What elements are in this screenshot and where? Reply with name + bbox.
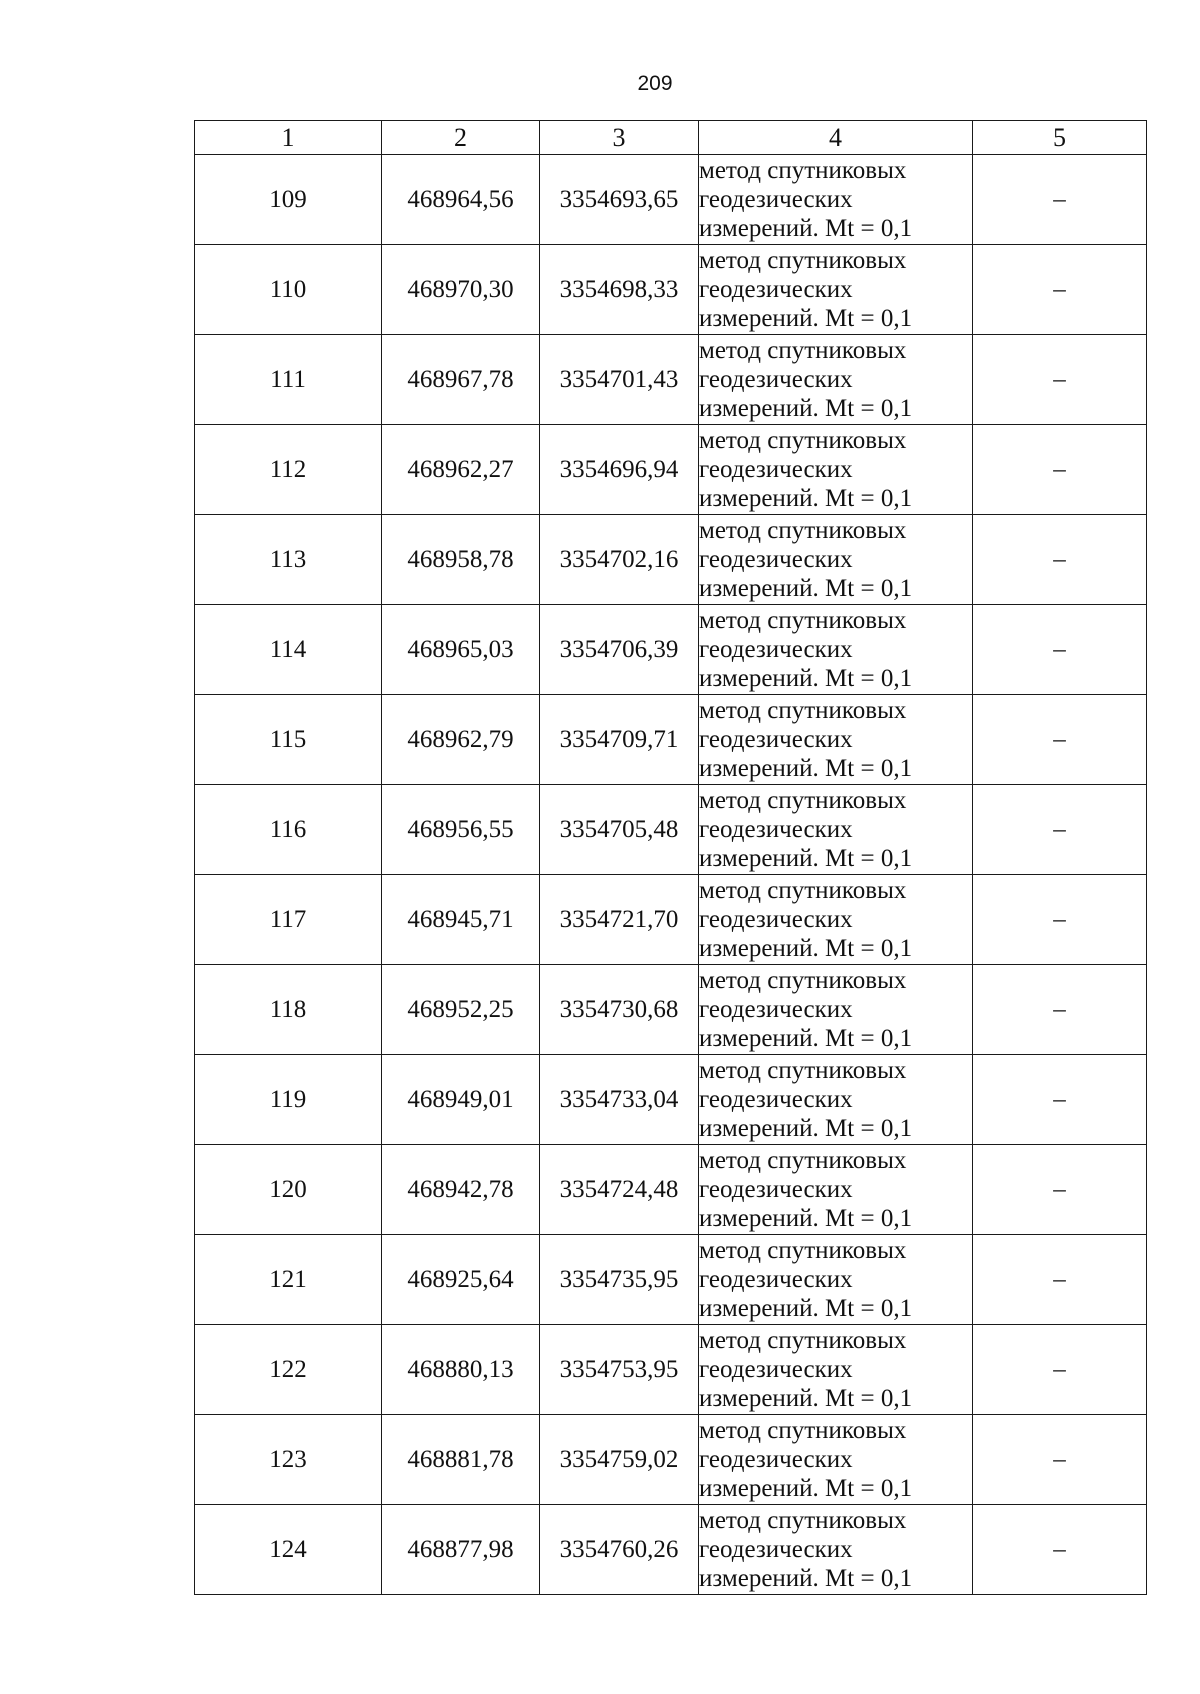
method-line: геодезических: [699, 186, 853, 213]
method-cell: [699, 875, 973, 965]
method-cell: [699, 1235, 973, 1325]
method-line: геодезических: [699, 456, 853, 483]
note-cell: –: [973, 515, 1147, 605]
method-cell: [699, 515, 973, 605]
note-cell: –: [973, 335, 1147, 425]
point-number-cell: 116: [195, 785, 382, 875]
method-line: геодезических: [699, 636, 853, 663]
table-body: [195, 155, 1147, 1595]
table-row: [195, 155, 1147, 245]
table-header-row: [195, 121, 1147, 155]
point-number-cell: 124: [195, 1505, 382, 1595]
coordinates-table: [194, 120, 1147, 1595]
method-line: метод спутниковых: [699, 877, 907, 904]
method-line: геодезических: [699, 726, 853, 753]
method-line: метод спутниковых: [699, 517, 907, 544]
x-coordinate-cell: 468877,98: [382, 1505, 540, 1595]
point-number-cell: 117: [195, 875, 382, 965]
table-row: [195, 245, 1147, 335]
header-col-3: 3: [540, 121, 699, 155]
table-row: [195, 335, 1147, 425]
note-cell: –: [973, 965, 1147, 1055]
method-line: измерений. Mt = 0,1: [699, 935, 913, 962]
method-cell: [699, 1415, 973, 1505]
method-line: метод спутниковых: [699, 697, 907, 724]
y-coordinate-cell: 3354701,43: [540, 335, 699, 425]
note-cell: –: [973, 785, 1147, 875]
method-line: измерений. Mt = 0,1: [699, 395, 913, 422]
header-col-4: 4: [699, 121, 973, 155]
y-coordinate-cell: 3354730,68: [540, 965, 699, 1055]
method-line: измерений. Mt = 0,1: [699, 1565, 913, 1592]
method-line: геодезических: [699, 1086, 853, 1113]
x-coordinate-cell: 468881,78: [382, 1415, 540, 1505]
point-number-cell: 119: [195, 1055, 382, 1145]
method-cell: [699, 695, 973, 785]
method-line: метод спутниковых: [699, 1507, 907, 1534]
method-line: измерений. Mt = 0,1: [699, 1295, 913, 1322]
method-line: измерений. Mt = 0,1: [699, 305, 913, 332]
header-col-2: 2: [382, 121, 540, 155]
x-coordinate-cell: 468964,56: [382, 155, 540, 245]
method-line: измерений. Mt = 0,1: [699, 1025, 913, 1052]
point-number-cell: 118: [195, 965, 382, 1055]
header-col-1: 1: [195, 121, 382, 155]
table-row: [195, 1505, 1147, 1595]
x-coordinate-cell: 468970,30: [382, 245, 540, 335]
method-line: измерений. Mt = 0,1: [699, 575, 913, 602]
point-number-cell: 120: [195, 1145, 382, 1235]
table-row: [195, 1145, 1147, 1235]
y-coordinate-cell: 3354721,70: [540, 875, 699, 965]
method-line: метод спутниковых: [699, 427, 907, 454]
point-number-cell: 122: [195, 1325, 382, 1415]
table-row: [195, 695, 1147, 785]
note-cell: –: [973, 1235, 1147, 1325]
x-coordinate-cell: 468925,64: [382, 1235, 540, 1325]
point-number-cell: 115: [195, 695, 382, 785]
method-line: метод спутниковых: [699, 787, 907, 814]
method-line: геодезических: [699, 996, 853, 1023]
table-row: [195, 1415, 1147, 1505]
note-cell: –: [973, 1325, 1147, 1415]
method-cell: [699, 155, 973, 245]
note-cell: –: [973, 875, 1147, 965]
method-line: измерений. Mt = 0,1: [699, 1115, 913, 1142]
table-row: [195, 515, 1147, 605]
table-row: [195, 785, 1147, 875]
x-coordinate-cell: 468945,71: [382, 875, 540, 965]
method-line: измерений. Mt = 0,1: [699, 1205, 913, 1232]
y-coordinate-cell: 3354759,02: [540, 1415, 699, 1505]
header-col-5: 5: [973, 121, 1147, 155]
method-line: метод спутниковых: [699, 967, 907, 994]
method-line: метод спутниковых: [699, 337, 907, 364]
method-cell: [699, 425, 973, 515]
y-coordinate-cell: 3354753,95: [540, 1325, 699, 1415]
method-line: геодезических: [699, 546, 853, 573]
note-cell: –: [973, 605, 1147, 695]
method-line: геодезических: [699, 906, 853, 933]
method-cell: [699, 1145, 973, 1235]
point-number-cell: 111: [195, 335, 382, 425]
method-cell: [699, 605, 973, 695]
method-line: геодезических: [699, 816, 853, 843]
note-cell: –: [973, 1055, 1147, 1145]
method-line: геодезических: [699, 366, 853, 393]
method-line: метод спутниковых: [699, 1237, 907, 1264]
point-number-cell: 123: [195, 1415, 382, 1505]
method-line: измерений. Mt = 0,1: [699, 845, 913, 872]
note-cell: –: [973, 425, 1147, 515]
y-coordinate-cell: 3354709,71: [540, 695, 699, 785]
x-coordinate-cell: 468880,13: [382, 1325, 540, 1415]
method-line: метод спутниковых: [699, 1147, 907, 1174]
table-row: [195, 1325, 1147, 1415]
method-cell: [699, 245, 973, 335]
x-coordinate-cell: 468962,79: [382, 695, 540, 785]
method-cell: [699, 965, 973, 1055]
method-cell: [699, 335, 973, 425]
method-line: метод спутниковых: [699, 1057, 907, 1084]
y-coordinate-cell: 3354733,04: [540, 1055, 699, 1145]
method-line: геодезических: [699, 1266, 853, 1293]
note-cell: –: [973, 245, 1147, 335]
y-coordinate-cell: 3354702,16: [540, 515, 699, 605]
method-line: измерений. Mt = 0,1: [699, 485, 913, 512]
page-number: 209: [637, 72, 673, 95]
x-coordinate-cell: 468952,25: [382, 965, 540, 1055]
table-row: [195, 1055, 1147, 1145]
method-line: геодезических: [699, 1176, 853, 1203]
method-line: геодезических: [699, 1536, 853, 1563]
method-line: метод спутниковых: [699, 1327, 907, 1354]
table-row: [195, 605, 1147, 695]
point-number-cell: 109: [195, 155, 382, 245]
method-line: метод спутниковых: [699, 607, 907, 634]
note-cell: –: [973, 695, 1147, 785]
x-coordinate-cell: 468942,78: [382, 1145, 540, 1235]
x-coordinate-cell: 468949,01: [382, 1055, 540, 1145]
y-coordinate-cell: 3354696,94: [540, 425, 699, 515]
note-cell: –: [973, 1415, 1147, 1505]
y-coordinate-cell: 3354693,65: [540, 155, 699, 245]
method-line: метод спутниковых: [699, 157, 907, 184]
note-cell: –: [973, 155, 1147, 245]
x-coordinate-cell: 468962,27: [382, 425, 540, 515]
y-coordinate-cell: 3354706,39: [540, 605, 699, 695]
point-number-cell: 113: [195, 515, 382, 605]
method-line: измерений. Mt = 0,1: [699, 1475, 913, 1502]
method-cell: [699, 1055, 973, 1145]
table-row: [195, 1235, 1147, 1325]
y-coordinate-cell: 3354724,48: [540, 1145, 699, 1235]
x-coordinate-cell: 468958,78: [382, 515, 540, 605]
x-coordinate-cell: 468965,03: [382, 605, 540, 695]
method-line: геодезических: [699, 1356, 853, 1383]
method-line: метод спутниковых: [699, 247, 907, 274]
method-cell: [699, 785, 973, 875]
table-row: [195, 425, 1147, 515]
y-coordinate-cell: 3354705,48: [540, 785, 699, 875]
y-coordinate-cell: 3354735,95: [540, 1235, 699, 1325]
x-coordinate-cell: 468967,78: [382, 335, 540, 425]
note-cell: –: [973, 1145, 1147, 1235]
method-line: измерений. Mt = 0,1: [699, 215, 913, 242]
method-line: измерений. Mt = 0,1: [699, 1385, 913, 1412]
point-number-cell: 112: [195, 425, 382, 515]
method-line: геодезических: [699, 276, 853, 303]
method-line: измерений. Mt = 0,1: [699, 755, 913, 782]
table-row: [195, 875, 1147, 965]
y-coordinate-cell: 3354760,26: [540, 1505, 699, 1595]
method-line: метод спутниковых: [699, 1417, 907, 1444]
method-cell: [699, 1325, 973, 1415]
point-number-cell: 121: [195, 1235, 382, 1325]
point-number-cell: 110: [195, 245, 382, 335]
method-line: измерений. Mt = 0,1: [699, 665, 913, 692]
method-cell: [699, 1505, 973, 1595]
point-number-cell: 114: [195, 605, 382, 695]
note-cell: –: [973, 1505, 1147, 1595]
table-row: [195, 965, 1147, 1055]
method-line: геодезических: [699, 1446, 853, 1473]
x-coordinate-cell: 468956,55: [382, 785, 540, 875]
y-coordinate-cell: 3354698,33: [540, 245, 699, 335]
